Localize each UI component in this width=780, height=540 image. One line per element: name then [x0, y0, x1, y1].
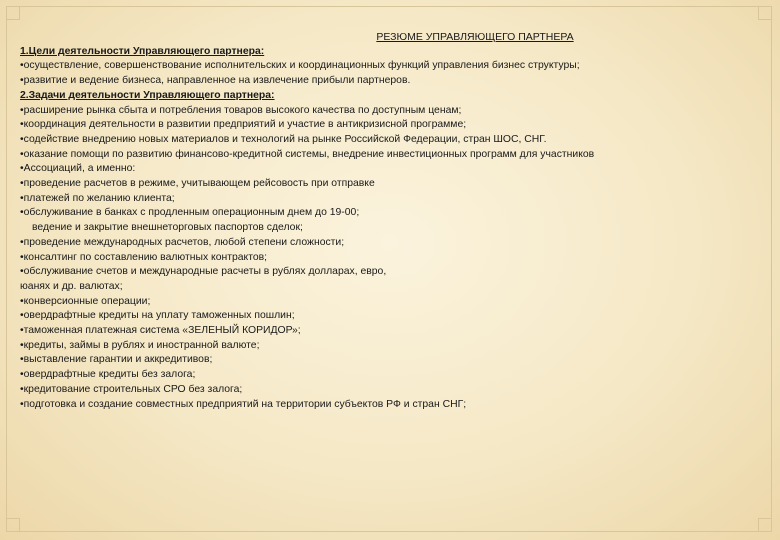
list-item: ведение и закрытие внешнеторговых паспортов сделок; — [32, 222, 303, 234]
list-item: •выставление гарантии и аккредитивов; — [20, 354, 213, 366]
list-item: •осуществление, совершенствование исполнительских и координационных функций управления бизнес структуры; — [20, 60, 580, 72]
list-item: •обслуживание в банках с продленным операционным днем до 19-00; — [20, 207, 360, 219]
list-item: •координация деятельности в развитии предприятий и участие в антикризисной программе; — [20, 119, 467, 131]
list-item: •кредитование строительных СРО без залога; — [20, 383, 243, 395]
list-item: •таможенная платежная система «ЗЕЛЕНЫЙ КОРИДОР»; — [20, 325, 301, 337]
list-item: •расширение рынка сбыта и потребления товаров высокого качества по доступным ценам; — [20, 104, 462, 116]
list-item: •консалтинг по составлению валютных контрактов; — [20, 251, 268, 263]
list-item: •овердрафтные кредиты без залога; — [20, 369, 196, 381]
frame-corner-bottom-left — [7, 518, 20, 531]
list-item: •обслуживание счетов и международные расчеты в рублях долларах, евро, — [20, 266, 387, 278]
list-item: •платежей по желанию клиента; — [20, 192, 175, 204]
list-item: •кредиты, займы в рублях и иностранной валюте; — [20, 339, 260, 351]
document-body — [20, 30, 765, 412]
list-item: •развитие и ведение бизнеса, направленное на извлечение прибыли партнеров. — [20, 75, 411, 87]
frame-corner-top-right — [758, 7, 771, 20]
section-1-heading: 1.Цели деятельности Управляющего партнера: — [20, 45, 265, 57]
frame-corner-bottom-right — [758, 518, 771, 531]
page-title: РЕЗЮМЕ УПРАВЛЯЮЩЕГО ПАРТНЕРА — [376, 31, 574, 43]
list-item: •проведение расчетов в режиме, учитывающем рейсовость при отправке — [20, 178, 375, 190]
list-item: •подготовка и создание совместных предприятий на территории субъектов РФ и стран СНГ; — [20, 398, 467, 410]
list-item: •овердрафтные кредиты на уплату таможенных пошлин; — [20, 310, 295, 322]
list-item: •конверсионные операции; — [20, 295, 151, 307]
list-item: •содействие внедрению новых материалов и технологий на рынке Российской Федерации, стран ШОС, СНГ. — [20, 133, 547, 145]
section-2-heading: 2.Задачи деятельности Управляющего партнера: — [20, 89, 275, 101]
list-item: •проведение международных расчетов, любой степени сложности; — [20, 236, 345, 248]
list-item: •Ассоциаций, а именно: — [20, 163, 136, 175]
list-item: •оказание помощи по развитию финансово-кредитной системы, внедрение инвестиционных программ для участников — [20, 148, 595, 160]
frame-corner-top-left — [7, 7, 20, 20]
list-item: юанях и др. валютах; — [20, 280, 123, 292]
